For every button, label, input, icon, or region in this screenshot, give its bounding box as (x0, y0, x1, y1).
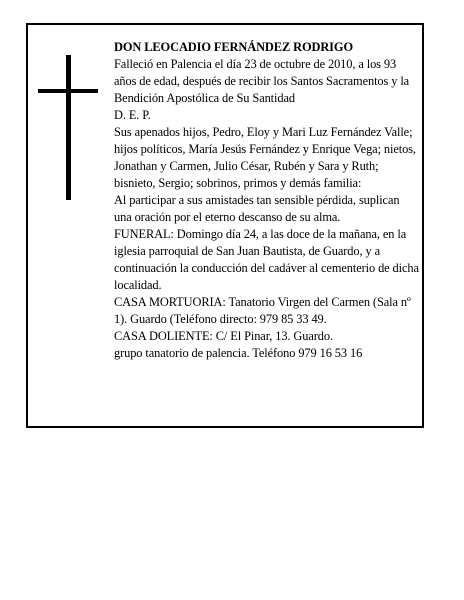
cross-vertical-bar (66, 55, 71, 200)
cross-icon (38, 55, 98, 200)
funeral-info: FUNERAL: Domingo día 24, a las doce de la mañana, en la iglesia parroquial de San Juan Bautista, de Guardo, y a continuación la conducción del cadáver al cementerio de dicha localidad. (114, 227, 419, 292)
death-info: Falleció en Palencia el día 23 de octubre de 2010, a los 93 años de edad, después de recibir los Santos Sacramentos y la Bendición Apostólica de Su Santidad (114, 57, 410, 105)
family-list: Sus apenados hijos, Pedro, Eloy y Mari Luz Fernández Valle; hijos políticos, María Jesús Fernández y Enrique Vega; nietos, Jonathan y Carmen, Julio César, Rubén y Sara y Ruth; bisnieto, Sergio; sobrinos, primos y demás familia: (114, 125, 416, 190)
casa-mortuoria: CASA MORTUORIA: Tanatorio Virgen del Carmen (Sala nº 1). Guardo (Teléfono directo: 979 85 33 49. (114, 295, 411, 326)
obituary-notice (26, 23, 424, 428)
footer-contact: grupo tanatorio de palencia. Teléfono 979 16 53 16 (114, 346, 363, 360)
rest-in-peace: D. E. P. (114, 108, 151, 122)
notice-text (114, 39, 420, 362)
prayer-request: Al participar a sus amistades tan sensible pérdida, suplican una oración por el eterno descanso de su alma. (114, 193, 400, 224)
deceased-name: DON LEOCADIO FERNÁNDEZ RODRIGO (114, 40, 353, 54)
casa-doliente: CASA DOLIENTE: C/ El Pinar, 13. Guardo. (114, 329, 333, 343)
cross-horizontal-bar (38, 89, 98, 93)
